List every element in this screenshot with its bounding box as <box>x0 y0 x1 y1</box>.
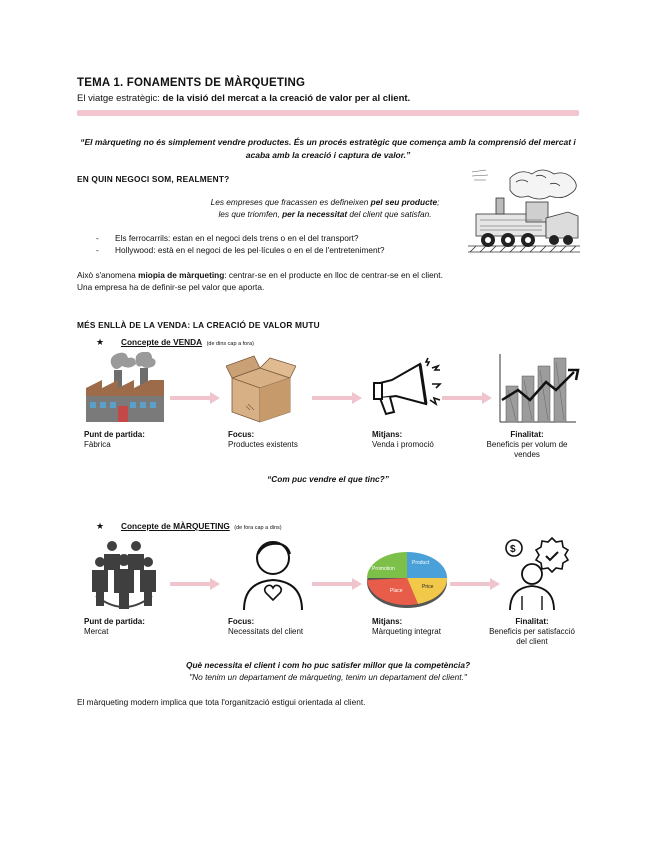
marketing-step-focus: Focus: Necessitats del client <box>228 617 304 636</box>
railway-bullets <box>96 232 385 256</box>
marketing-step-means: Mitjans: Màrqueting integrat <box>372 617 441 636</box>
satisfied-customer-icon <box>500 536 576 612</box>
star-icon: ★ <box>96 521 105 531</box>
mix-label-place: Place <box>390 588 403 594</box>
star-icon: ★ <box>96 337 105 347</box>
sales-concept-title <box>96 332 254 350</box>
marketing-concept-title <box>96 516 282 534</box>
marketing-step-goal: Finalitat: Beneficis per satisfacció del client <box>489 617 575 646</box>
subtitle-prefix: El viatge estratègic: <box>77 93 163 104</box>
subtitle-bold: de la visió del mercat a la creació de valor per al client. <box>162 93 411 104</box>
page-title: TEMA 1. FONAMENTS DE MÀRQUETING <box>77 77 306 89</box>
sales-step-means: Mitjans: Venda i promoció <box>372 430 434 449</box>
sales-step-goal: Finalitat: Beneficis per volum de vendes <box>486 430 568 459</box>
section2-heading: MÉS ENLLÀ DE LA VENDA: LA CREACIÓ DE VALOR MUTU <box>77 320 320 330</box>
mix-label-product: Product <box>412 560 430 566</box>
mix-label-price: Price <box>422 584 434 590</box>
marketing-concept-label: Concepte de MÀRQUETING <box>120 521 230 531</box>
growth-chart-icon <box>496 350 582 426</box>
sales-step-start: Punt de partida: Fàbrica <box>84 430 145 449</box>
myopia-paragraph: Això s'anomena miopia de màrqueting: centrar-se en el producte en lloc de centrar-se en el client. Una empresa ha de definir-se pel valor que aporta. <box>77 269 597 293</box>
section1-statement: Les empreses que fracassen es defineixen pel seu producte; les que triomfen, per la necessitat del client que satisfan. <box>210 197 440 219</box>
arrow-right-icon <box>312 578 362 590</box>
box-icon <box>226 354 296 424</box>
arrow-right-icon <box>312 392 362 404</box>
section1-heading: EN QUIN NEGOCI SOM, REALMENT? <box>77 174 230 184</box>
marketing-concept-note: (de fora cap a dins) <box>234 525 282 531</box>
customer-heart-icon <box>240 536 306 612</box>
arrow-right-icon <box>450 578 500 590</box>
sales-question: “Com puc vendre el que tinc?” <box>267 474 389 484</box>
crowd-icon <box>92 538 156 612</box>
sales-step-focus: Focus: Productes existents <box>228 430 298 449</box>
page-subtitle <box>77 93 410 104</box>
arrow-right-icon <box>170 578 220 590</box>
marketing-quote: "No tenim un departament de màrqueting, tenim un departament del client." <box>189 672 467 682</box>
sales-concept-note: (de dins cap a fora) <box>206 341 254 347</box>
marketing-mix-icon <box>366 548 448 610</box>
sales-concept-label: Concepte de VENDA <box>120 337 203 347</box>
steam-train-illustration <box>466 166 582 258</box>
mix-label-promotion: Promotion <box>372 566 395 572</box>
marketing-step-start: Punt de partida: Mercat <box>84 617 145 636</box>
marketing-question: Què necessita el client i com ho puc satisfer millor que la competència? <box>185 660 471 670</box>
megaphone-icon <box>372 356 444 424</box>
factory-icon <box>84 352 166 424</box>
intro-quote: “El màrqueting no és simplement vendre productes. És un procés estratègic que comença amb la comprensió del mercat i acaba amb la creació i captura de valor.” <box>80 137 576 160</box>
arrow-right-icon <box>170 392 220 404</box>
value-line: Una empresa ha de definir-se pel valor que aporta. <box>77 282 265 292</box>
arrow-right-icon <box>442 392 492 404</box>
divider-bar <box>77 110 579 116</box>
closing-line: El màrqueting modern implica que tota l'organització estigui orientada al client. <box>77 697 366 707</box>
list-item: - Els ferrocarrils: estan en el negoci dels trens o en el del transport? <box>96 233 359 243</box>
list-item: - Hollywood: està en el negoci de les pel·lícules o en el de l'entreteniment? <box>96 245 385 255</box>
svg-text:$: $ <box>510 544 516 555</box>
